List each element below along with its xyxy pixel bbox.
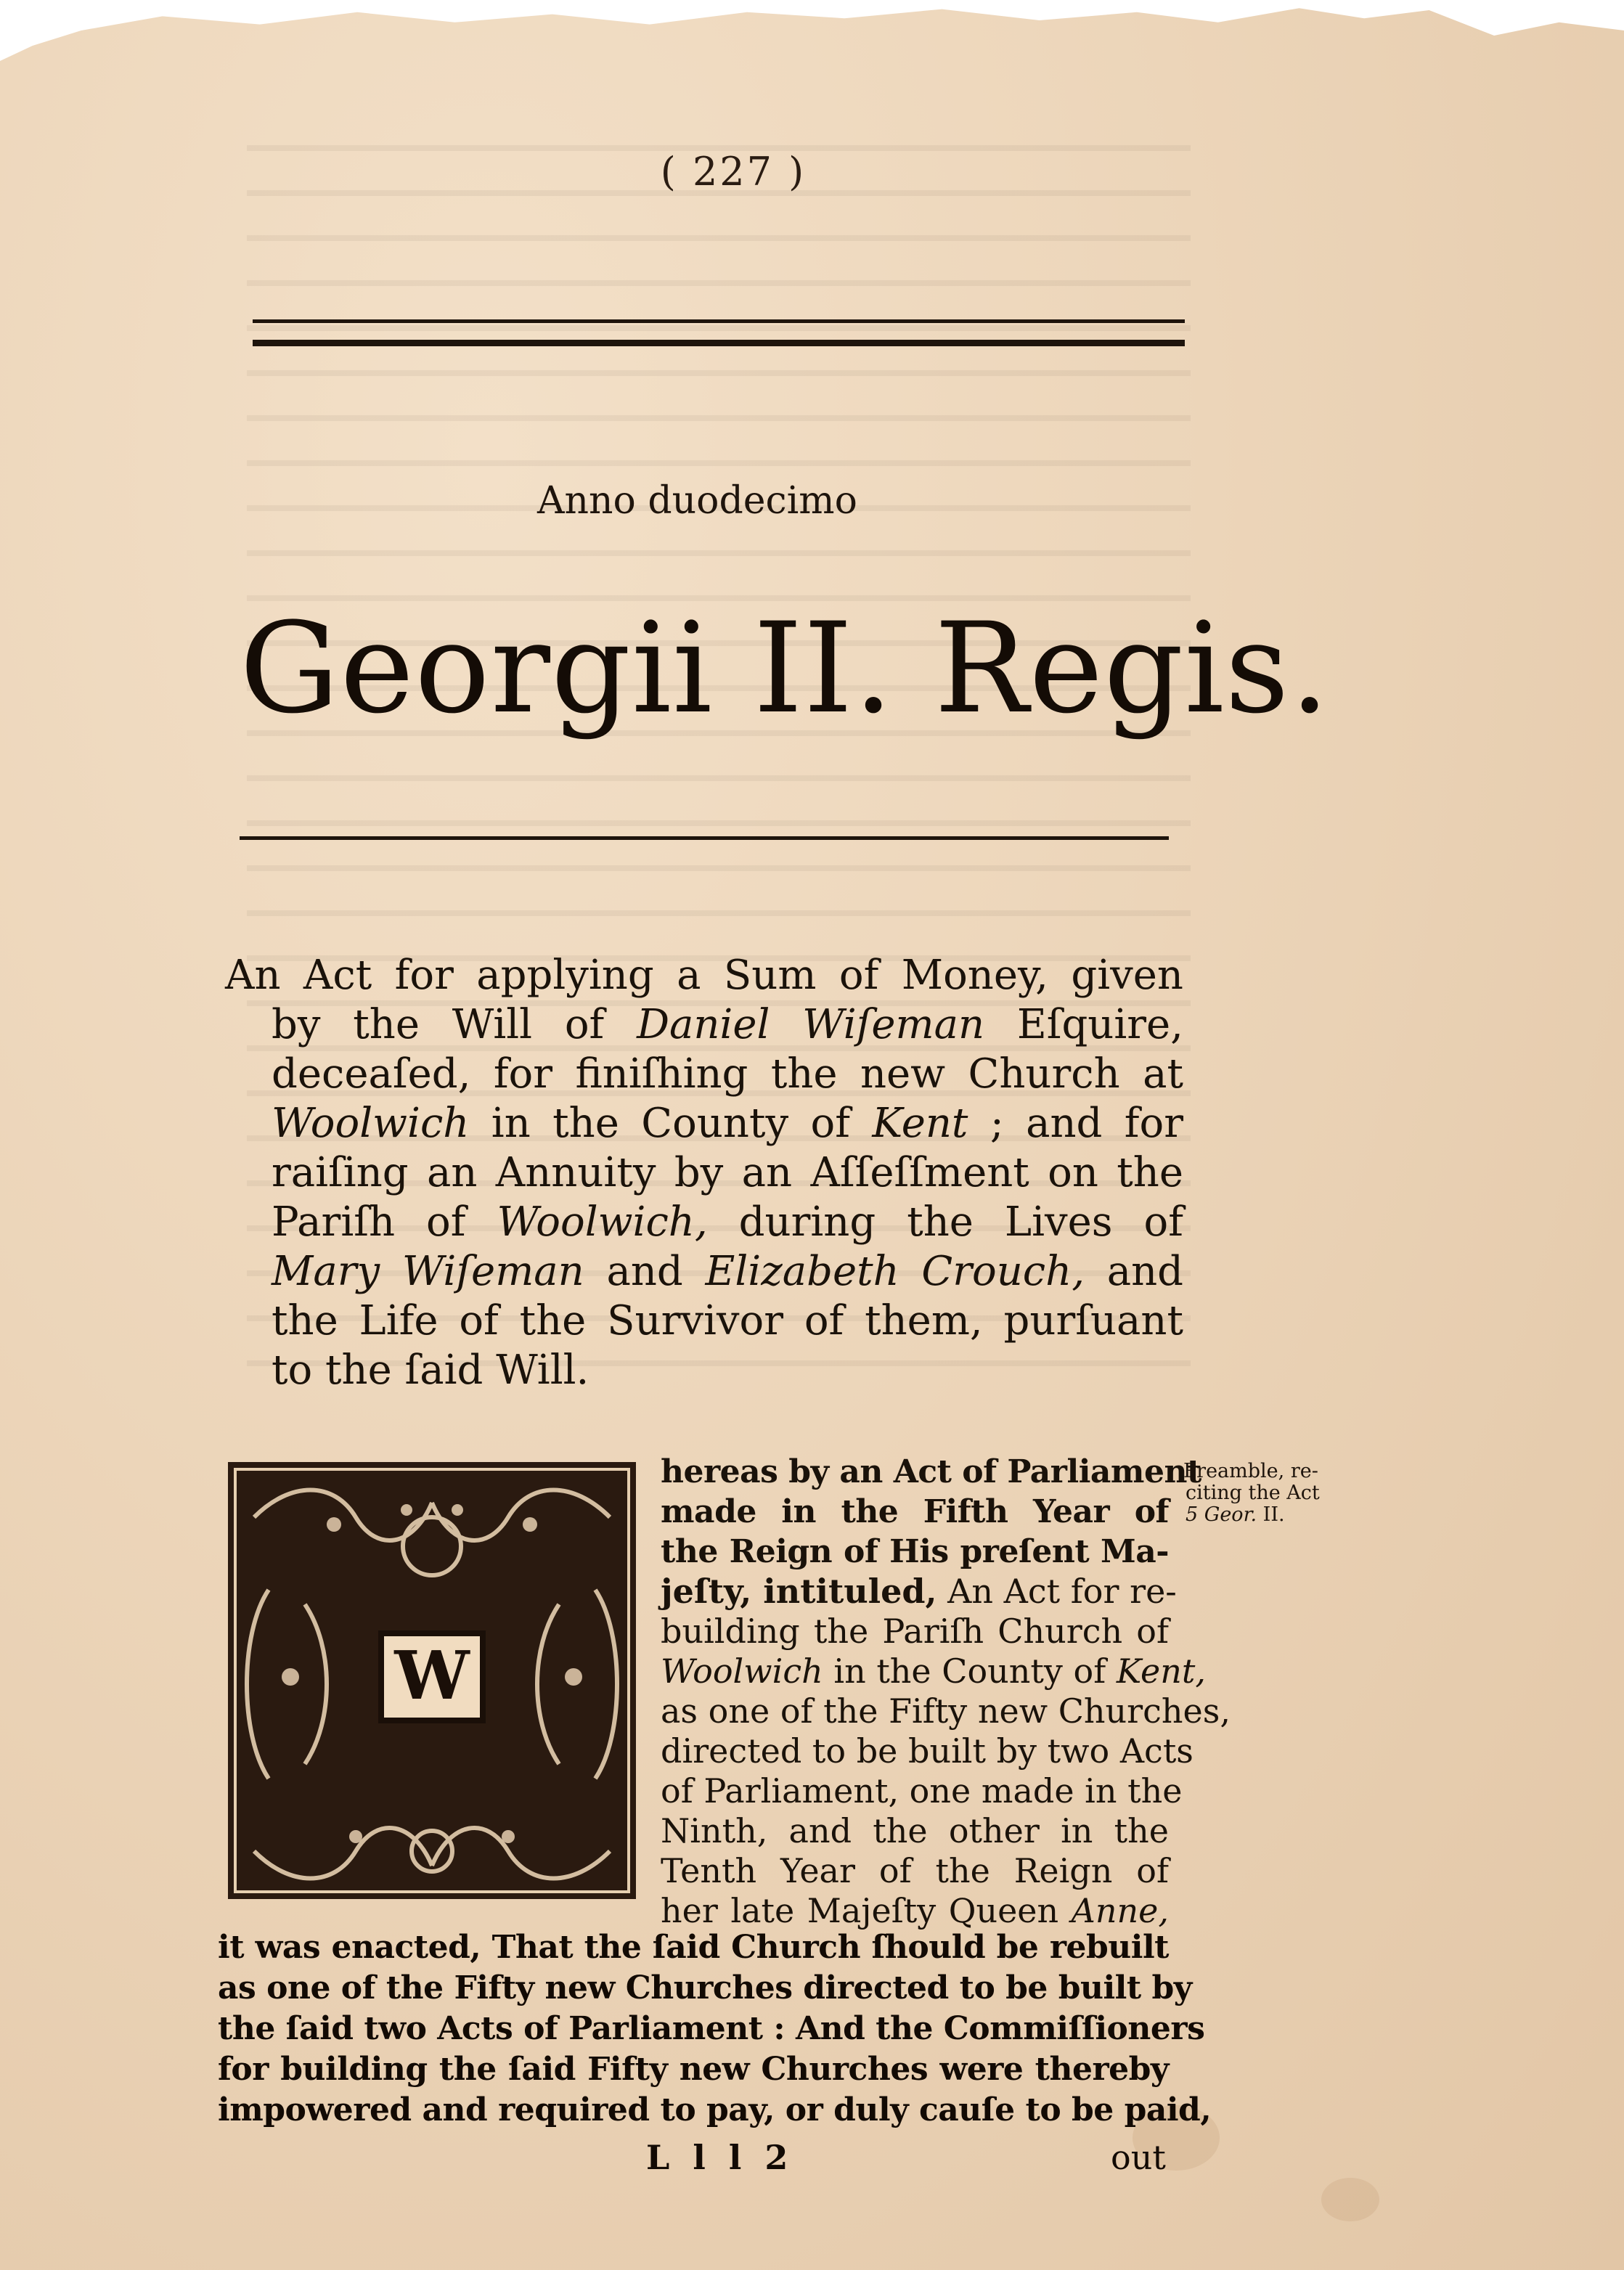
margin-note <box>1183 1461 1350 1526</box>
body-line: impowered and required to pay, or duly cauſe to be paid, <box>218 2091 1212 2128</box>
initial-letter: W <box>394 1636 470 1715</box>
act-title-line: deceaſed, for finiſhing the new Church at <box>272 1050 1183 1098</box>
body-line: building the Pariſh Church of <box>661 1612 1169 1651</box>
torn-page-edge <box>0 0 1624 102</box>
act-title-line: the Life of the Survivor of them, purſuant <box>272 1297 1183 1344</box>
act-title-line: raiſing an Annuity by an Aſſeſſment on the <box>272 1149 1183 1196</box>
margin-note-line: Preamble, re- <box>1183 1460 1318 1482</box>
body-text-beside-initial <box>661 1452 1231 1931</box>
body-line: for building the ſaid Fifty new Churches were thereby <box>218 2051 1169 2088</box>
catchword: out <box>1111 2138 1166 2177</box>
body-line: her late Majeſty Queen Anne, <box>661 1891 1169 1930</box>
header-rule-thin <box>253 319 1185 323</box>
body-line: the Reign of His preſent Ma- <box>661 1533 1169 1570</box>
act-title-line: An Act for applying a Sum of Money, given <box>225 952 1183 999</box>
body-line: made in the Fifth Year of <box>661 1493 1169 1530</box>
body-line: as one of the Fifty new Churches directed to be built by <box>218 1969 1192 2006</box>
margin-note-line: citing the Act <box>1186 1482 1320 1504</box>
regnal-year-line: Anno duodecimo <box>537 479 857 523</box>
body-line: Woolwich in the County of Kent, <box>661 1652 1206 1691</box>
header-rule-thick <box>253 340 1185 346</box>
act-title-line: to the ſaid Will. <box>272 1347 589 1394</box>
body-text <box>218 1927 1212 2131</box>
body-line: of Parliament, one made in the <box>661 1771 1183 1810</box>
act-title-line: Pariſh of Woolwich, during the Lives of <box>272 1199 1183 1246</box>
body-line: as one of the Fifty new Churches, <box>661 1691 1231 1731</box>
act-title-line: Mary Wiſeman and Elizabeth Crouch, and <box>272 1248 1184 1295</box>
body-line: it was enacted, That the ſaid Church ſhould be rebuilt <box>218 1929 1169 1966</box>
act-title-line: Woolwich in the County of Kent ; and for <box>272 1100 1184 1147</box>
margin-note-line: 5 Geor. II. <box>1186 1503 1285 1526</box>
title-rule <box>240 836 1169 840</box>
act-title <box>225 951 1183 1395</box>
body-line: Ninth, and the other in the <box>661 1811 1169 1850</box>
paper-stain <box>1321 2178 1379 2221</box>
page-number: ( 227 ) <box>660 149 807 195</box>
ornamental-initial-block <box>225 1459 639 1902</box>
body-line: Tenth Year of the Reign of <box>661 1851 1169 1890</box>
body-line: hereas by an Act of Parliament <box>661 1453 1201 1490</box>
act-title-line: by the Will of Daniel Wiſeman Eſquire, <box>272 1001 1183 1048</box>
body-line: jeſty, intituled, An Act for re- <box>661 1572 1177 1611</box>
body-line: directed to be built by two Acts <box>661 1731 1193 1771</box>
signature-mark: L l l 2 <box>646 2138 794 2177</box>
body-line: the ſaid two Acts of Parliament : And the Commiſſioners <box>218 2010 1205 2047</box>
decorated-initial <box>225 1459 639 1902</box>
page-title: Georgii II. Regis. <box>240 595 1331 741</box>
